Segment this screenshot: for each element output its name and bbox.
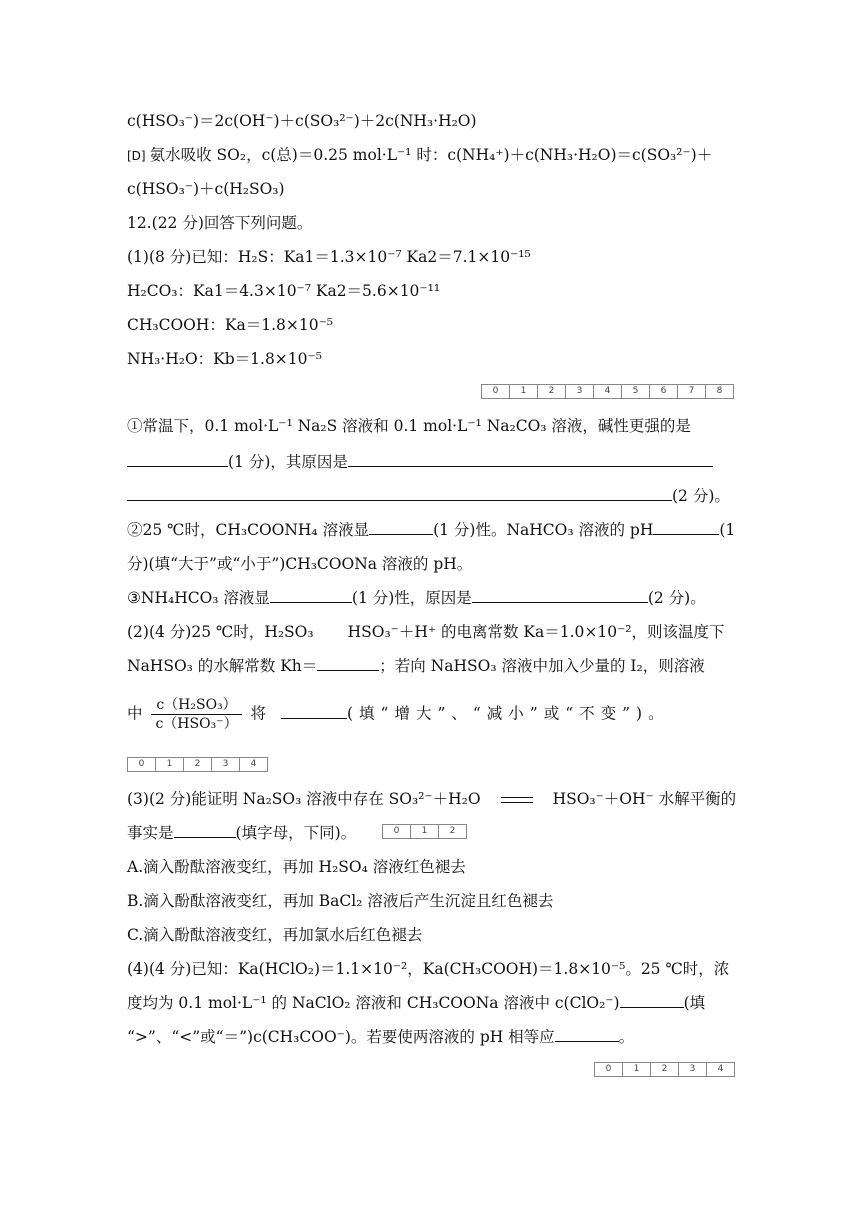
part-1-given-nh3: NH₃·H₂O：Kb＝1.8×10⁻⁵: [127, 350, 322, 368]
part-4-line1: (4)(4 分)已知：Ka(HClO₂)＝1.1×10⁻²，Ka(CH₃COOH)＝1.8×10⁻⁵。25 ℃时，浓: [127, 960, 730, 978]
score-box-part-4: [594, 1062, 735, 1077]
part-4-line2: [127, 993, 705, 1013]
score-cell[interactable]: 1: [510, 385, 538, 398]
answer-blank[interactable]: [281, 704, 347, 719]
option-c: C.滴入酚酞溶液变红，再加氯水后红色褪去: [127, 926, 423, 944]
part-2-line3: [127, 696, 670, 733]
part-4b-post: (填: [683, 994, 706, 1012]
part-4c-pre: “>”、“<”或“＝”)c(CH₃COO⁻)。若要使两溶液的 pH 相等应: [127, 1028, 555, 1046]
score-cell[interactable]: 0: [482, 385, 510, 398]
q1-sub1-end: (2 分)。: [672, 487, 730, 505]
part-3b-pre: 事实是: [127, 824, 174, 842]
part-1-given-h2s: (1)(8 分)已知：H₂S：Ka1＝1.3×10⁻⁷ Ka2＝7.1×10⁻¹⁵: [127, 248, 531, 266]
score-cell[interactable]: 3: [679, 1063, 707, 1076]
q1-sub2-pre: ②25 ℃时，CH₃COONH₄ 溶液显: [127, 521, 370, 539]
part-3-line1: [127, 789, 736, 809]
answer-blank[interactable]: [620, 993, 684, 1008]
answer-blank[interactable]: [174, 823, 236, 838]
q1-sub1-mid: (1 分)，其原因是: [228, 453, 348, 471]
part-2-pre: (2)(4 分)25 ℃时，H₂SO₃: [127, 623, 314, 641]
score-cell[interactable]: 2: [184, 758, 212, 771]
option-a: A.滴入酚酞溶液变红，再加 H₂SO₄ 溶液红色褪去: [127, 858, 466, 876]
score-box-part-3: [382, 824, 467, 839]
q1-sub1-line3: [127, 486, 730, 506]
part-2-post: HSO₃⁻＋H⁺ 的电离常数 Ka＝1.0×10⁻²，则该温度下: [347, 623, 725, 641]
q1-sub2-line1: [127, 520, 735, 540]
part-4b-pre: 度均为 0.1 mol·L⁻¹ 的 NaClO₂ 溶液和 CH₃COONa 溶液中 c(ClO₂⁻): [127, 994, 620, 1012]
part-2-line2: [127, 656, 705, 676]
option-d-label: [D]: [127, 149, 146, 163]
option-d: [127, 145, 712, 166]
q1-sub3-line: [127, 588, 706, 608]
answer-blank[interactable]: [127, 486, 672, 501]
q1-sub2-end: (1: [719, 521, 736, 539]
part-1-given-h2co3: H₂CO₃：Ka1＝4.3×10⁻⁷ Ka2＝5.6×10⁻¹¹: [127, 282, 441, 300]
q1-sub3-mid: (1 分)性，原因是: [351, 589, 472, 607]
part-3b-post: (填字母，下同)。: [235, 824, 357, 842]
q1-sub1-line1: ①常温下，0.1 mol·L⁻¹ Na₂S 溶液和 0.1 mol·L⁻¹ Na₂CO₃ 溶液，碱性更强的是: [127, 417, 691, 435]
answer-blank[interactable]: [472, 588, 648, 603]
part-2-line1: [127, 622, 724, 642]
q1-sub2-mid: (1 分)性。NaHCO₃ 溶液的 pH: [433, 521, 654, 539]
part-2b-post: ；若向 NaHSO₃ 溶液中加入少量的 I₂，则溶液: [379, 657, 705, 675]
q1-sub3-end: (2 分)。: [647, 589, 706, 607]
score-box-part-2: [127, 757, 268, 772]
answer-blank[interactable]: [317, 656, 379, 671]
part-2c-mid: 将: [250, 704, 267, 723]
part-3-post: HSO₃⁻＋OH⁻ 水解平衡的: [552, 790, 737, 808]
part-2c-pre: 中: [127, 704, 143, 723]
score-cell[interactable]: 2: [651, 1063, 679, 1076]
score-cell[interactable]: 8: [716, 386, 723, 396]
ratio-fraction: [151, 696, 241, 733]
equilibrium-arrow-icon: [501, 795, 533, 805]
answer-blank[interactable]: [369, 520, 433, 535]
score-cell[interactable]: 0: [383, 825, 411, 838]
answer-blank[interactable]: [127, 452, 228, 467]
answer-blank[interactable]: [555, 1027, 619, 1042]
score-cell[interactable]: 6: [650, 385, 678, 398]
score-cell[interactable]: 1: [411, 825, 439, 838]
score-cell[interactable]: 2: [449, 826, 456, 836]
score-cell[interactable]: 4: [717, 1064, 724, 1074]
score-cell[interactable]: 1: [623, 1063, 651, 1076]
score-cell[interactable]: 3: [212, 758, 240, 771]
part-2b-pre: NaHSO₃ 的水解常数 Kh＝: [127, 657, 318, 675]
part-3-pre: (3)(2 分)能证明 Na₂SO₃ 溶液中存在 SO₃²⁻＋H₂O: [127, 790, 481, 808]
option-d-text: 氨水吸收 SO₂，c(总)＝0.25 mol·L⁻¹ 时：c(NH₄⁺)＋c(NH₃·H₂O)＝c(SO₃²⁻)＋: [149, 146, 713, 164]
part-4c-post: 。: [618, 1028, 635, 1046]
option-d-cont: c(HSO₃⁻)＋c(H₂SO₃): [127, 180, 285, 198]
line-1: c(HSO₃⁻)＝2c(OH⁻)＋c(SO₃²⁻)＋2c(NH₃·H₂O): [127, 112, 477, 130]
score-cell[interactable]: 0: [595, 1063, 623, 1076]
answer-blank[interactable]: [270, 588, 352, 603]
part-3-line2: [127, 823, 356, 843]
score-cell[interactable]: 0: [128, 758, 156, 771]
q1-sub2-line2: 分)(填“大于”或“小于”)CH₃COONa 溶液的 pH。: [127, 555, 473, 573]
question-12-heading: 12.(22 分)回答下列问题。: [127, 214, 313, 232]
score-cell[interactable]: 4: [594, 385, 622, 398]
q1-sub1-line2: [127, 452, 713, 472]
score-cell[interactable]: 1: [156, 758, 184, 771]
score-cell[interactable]: 4: [250, 759, 257, 769]
q1-sub3-pre: ③NH₄HCO₃ 溶液显: [127, 589, 270, 607]
part-2c-post: (填“增大”、“减小”或“不变”)。: [346, 704, 670, 723]
fraction-denominator: c（HSO₃⁻）: [155, 716, 238, 732]
score-cell[interactable]: 7: [678, 385, 706, 398]
fraction-numerator: c（H₂SO₃）: [151, 696, 241, 715]
score-cell[interactable]: 2: [538, 385, 566, 398]
score-cell[interactable]: 3: [566, 385, 594, 398]
answer-blank[interactable]: [653, 520, 719, 535]
option-b: B.滴入酚酞溶液变红，再加 BaCl₂ 溶液后产生沉淀且红色褪去: [127, 892, 554, 910]
part-1-given-ch3cooh: CH₃COOH：Ka＝1.8×10⁻⁵: [127, 316, 333, 334]
score-box-part-1: [481, 384, 734, 399]
answer-blank[interactable]: [348, 452, 713, 467]
score-cell[interactable]: 5: [622, 385, 650, 398]
part-4-line3: [127, 1027, 634, 1047]
